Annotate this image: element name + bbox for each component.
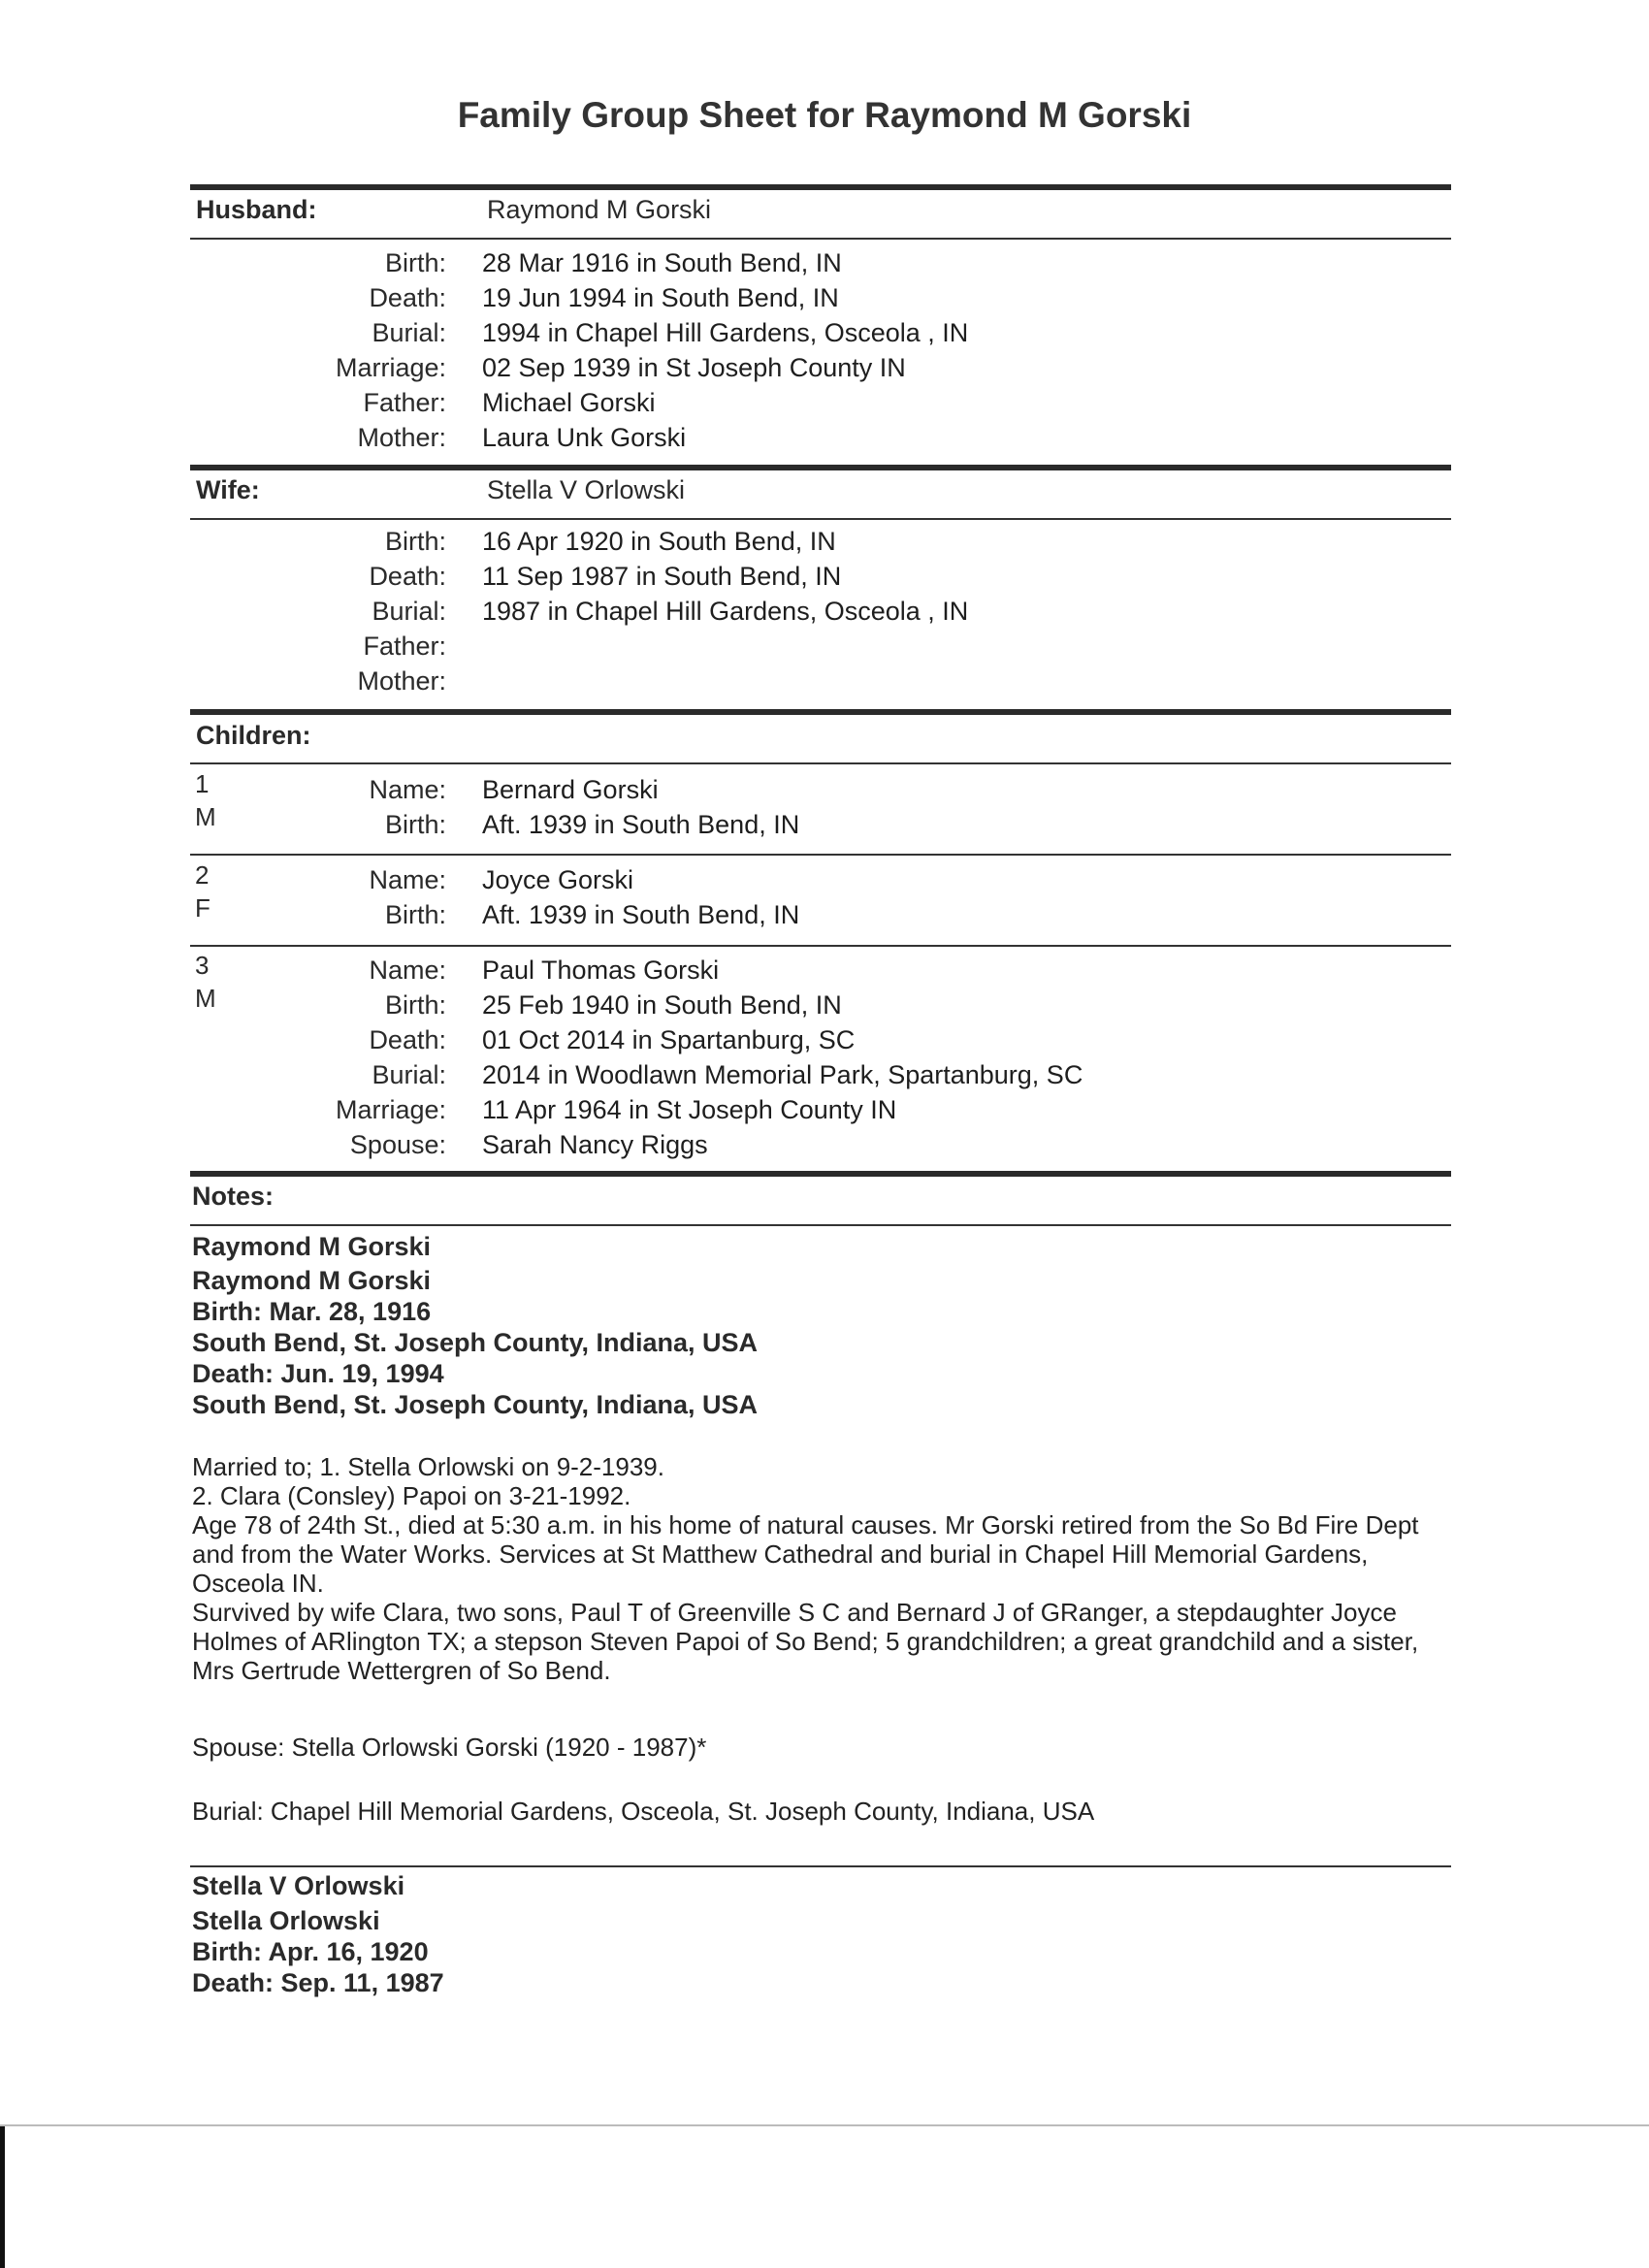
row-divider — [190, 238, 1451, 240]
row-divider — [190, 1865, 1451, 1867]
child-name-value: Joyce Gorski — [482, 865, 634, 894]
row-divider — [190, 945, 1451, 947]
child-sex: F — [195, 893, 210, 923]
husband-burial-value: 1994 in Chapel Hill Gardens, Osceola , IN — [482, 318, 969, 347]
child-name-label: Name: — [369, 775, 446, 804]
row-divider — [190, 518, 1451, 520]
child-sex: M — [195, 984, 216, 1013]
husband-burial-label: Burial: — [372, 318, 446, 347]
child-marriage-label: Marriage: — [335, 1095, 446, 1124]
page-title: Family Group Sheet for Raymond M Gorski — [457, 95, 1192, 135]
wife-burial-label: Burial: — [372, 597, 446, 626]
note-line: Birth: Apr. 16, 1920 — [192, 1937, 429, 1966]
row-divider — [190, 854, 1451, 856]
child-death-value: 01 Oct 2014 in Spartanburg, SC — [482, 1025, 856, 1054]
note-line: Birth: Mar. 28, 1916 — [192, 1297, 432, 1326]
child-number: 1 — [195, 769, 210, 798]
child-number: 2 — [195, 860, 210, 890]
child-birth-value: Aft. 1939 in South Bend, IN — [482, 900, 800, 929]
husband-death-value: 19 Jun 1994 in South Bend, IN — [482, 283, 839, 312]
note-line: Raymond M Gorski — [192, 1266, 432, 1295]
husband-mother-value: Laura Unk Gorski — [482, 423, 687, 452]
wife-father-label: Father: — [363, 632, 446, 661]
child-birth-value: 25 Feb 1940 in South Bend, IN — [482, 990, 842, 1020]
child-number: 3 — [195, 951, 210, 980]
child-spouse-label: Spouse: — [349, 1130, 446, 1159]
child-name-label: Name: — [369, 865, 446, 894]
section-divider — [190, 465, 1451, 470]
note-line: South Bend, St. Joseph County, Indiana, USA — [192, 1390, 759, 1419]
child-birth-label: Birth: — [384, 990, 446, 1020]
note-text: Age 78 of 24th St., died at 5:30 a.m. in his home of natural causes. Mr Gorski retired from the So Bd Fire Dept and from the Water Works. Services at St Matthew Cathedral and burial in Chapel Hill Memorial Gardens, Osceola IN. — [192, 1510, 1419, 1598]
scan-edge — [0, 2124, 1649, 2126]
wife-birth-value: 16 Apr 1920 in South Bend, IN — [482, 527, 836, 556]
note-line: Stella Orlowski — [192, 1906, 380, 1935]
note-text: Survived by wife Clara, two sons, Paul T of Greenville S C and Bernard J of GRanger, a stepdaughter Joyce Holmes of ARlington TX; a stepson Steven Papoi of So Bend; 5 grandchildren; a great grandchild and a sister, Mrs Gertrude Wettergren of So Bend. — [192, 1598, 1419, 1685]
wife-name: Stella V Orlowski — [487, 475, 686, 504]
husband-birth-label: Birth: — [384, 248, 446, 277]
child-death-label: Death: — [369, 1025, 446, 1054]
child-birth-label: Birth: — [384, 900, 446, 929]
wife-header: Wife: — [196, 475, 260, 504]
note-text: 2. Clara (Consley) Papoi on 3-21-1992. — [192, 1481, 631, 1510]
wife-burial-value: 1987 in Chapel Hill Gardens, Osceola , IN — [482, 597, 969, 626]
children-header: Children: — [196, 721, 311, 750]
note-text: Married to; 1. Stella Orlowski on 9-2-1939. — [192, 1452, 664, 1481]
wife-death-label: Death: — [369, 562, 446, 591]
child-name-value: Paul Thomas Gorski — [482, 956, 720, 985]
note-line: South Bend, St. Joseph County, Indiana, USA — [192, 1328, 759, 1357]
wife-mother-label: Mother: — [357, 666, 446, 696]
husband-father-label: Father: — [363, 388, 446, 417]
note-spouse: Spouse: Stella Orlowski Gorski (1920 - 1987)* — [192, 1733, 707, 1762]
child-spouse-value: Sarah Nancy Riggs — [482, 1130, 708, 1159]
child-marriage-value: 11 Apr 1964 in St Joseph County IN — [482, 1095, 897, 1124]
note-heading: Stella V Orlowski — [192, 1871, 405, 1900]
note-paragraph — [192, 1452, 1453, 1685]
husband-father-value: Michael Gorski — [482, 388, 656, 417]
wife-death-value: 11 Sep 1987 in South Bend, IN — [482, 562, 842, 591]
note-burial: Burial: Chapel Hill Memorial Gardens, Osceola, St. Joseph County, Indiana, USA — [192, 1797, 1095, 1826]
husband-header: Husband: — [196, 195, 317, 224]
note-line: Death: Jun. 19, 1994 — [192, 1359, 444, 1388]
husband-death-label: Death: — [369, 283, 446, 312]
child-name-value: Bernard Gorski — [482, 775, 659, 804]
scan-border — [0, 2126, 5, 2268]
row-divider — [190, 762, 1451, 764]
husband-marriage-label: Marriage: — [335, 353, 446, 382]
section-divider — [190, 709, 1451, 715]
notes-header: Notes: — [192, 1182, 275, 1211]
husband-marriage-value: 02 Sep 1939 in St Joseph County IN — [482, 353, 906, 382]
child-burial-value: 2014 in Woodlawn Memorial Park, Spartanburg, SC — [482, 1060, 1083, 1089]
child-birth-label: Birth: — [384, 810, 446, 839]
note-heading: Raymond M Gorski — [192, 1232, 432, 1261]
husband-birth-value: 28 Mar 1916 in South Bend, IN — [482, 248, 842, 277]
child-name-label: Name: — [369, 956, 446, 985]
child-sex: M — [195, 802, 216, 831]
wife-birth-label: Birth: — [384, 527, 446, 556]
husband-name: Raymond M Gorski — [487, 195, 712, 224]
section-divider — [190, 1171, 1451, 1177]
row-divider — [190, 1224, 1451, 1226]
note-line: Death: Sep. 11, 1987 — [192, 1968, 444, 1997]
child-burial-label: Burial: — [372, 1060, 446, 1089]
child-birth-value: Aft. 1939 in South Bend, IN — [482, 810, 800, 839]
section-divider — [190, 184, 1451, 190]
husband-mother-label: Mother: — [357, 423, 446, 452]
